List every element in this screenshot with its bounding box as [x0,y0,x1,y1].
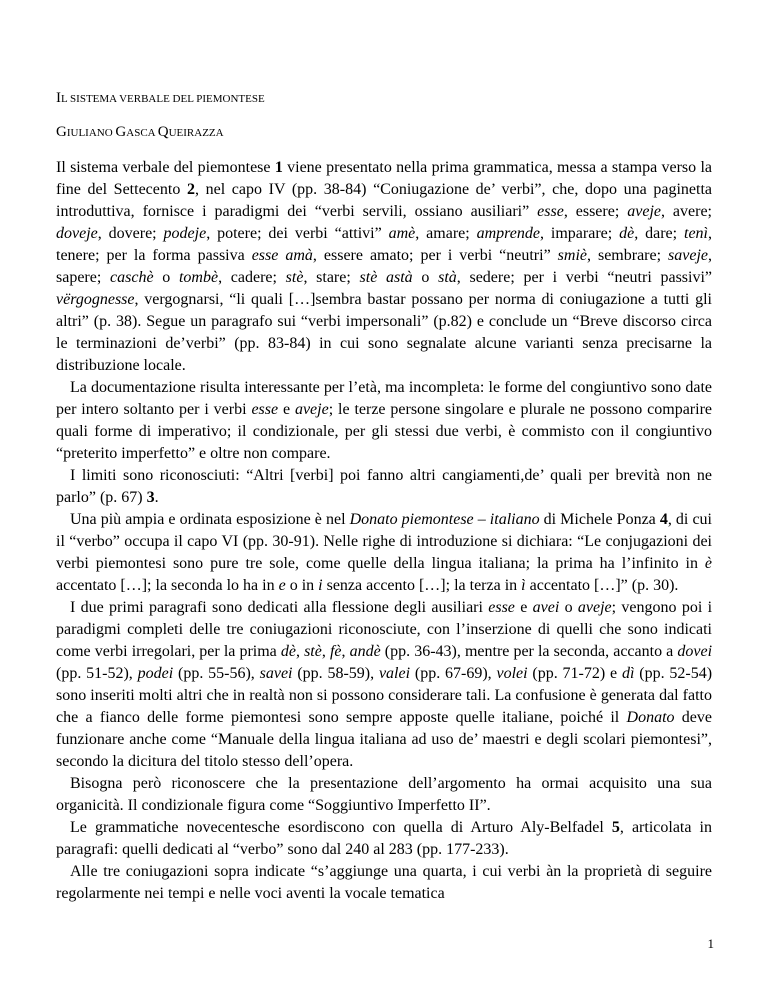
paragraph: Il sistema verbale del piemontese 1 viene presentato nella prima grammatica, messa a stampa verso la fine del Settecento 2, nel capo IV (pp. 38-84) “Coniugazione de’ verbi”, che, dopo una paginetta introduttiva, fornisce i paradigmi dei “verbi servili, ossiano ausiliari” esse, essere; aveje, avere; doveje, dovere; podeje, potere; dei verbi “attivi” amè, amare; amprende, imparare; dè, dare; tenì, tenere; per la forma passiva esse amà, essere amato; per i verbi “neutri” smiè, sembrare; saveje, sapere; caschè o tombè, cadere; stè, stare; stè astà o stà, sedere; per i verbi “neutri passivi” vërgognesse, vergognarsi, “li quali […]sembra bastar possano per norma di coniugazione a tutti gli altri” (p. 38). Segue un paragrafo sui “verbi impersonali” (p.82) e conclude un “Breve discorso circa le terminazioni de’verbi” (pp. 83-84) in cui sono segnalate alcune varianti senza precisarne la distribuzione locale. [56,159,713,374]
paragraph: I limiti sono riconosciuti: “Altri [verbi] poi fanno altri cangiamenti,de’ quali per brevità non ne parlo” (p. 67) 3. [56,467,712,506]
author-initial-3: Q [157,124,169,140]
footnote-ref[interactable]: 2 [186,181,195,198]
footnote-ref[interactable]: 1 [274,159,283,176]
author-part-3: UEIRAZZA [168,127,224,139]
footnote-ref[interactable]: 4 [659,511,668,528]
author-initial-1: G [56,124,67,140]
title-initial: I [56,90,61,106]
author-part-2: ASCA [126,127,158,139]
paragraph: Le grammatiche novecentesche esordiscono con quella di Arturo Aly-Belfadel 5, articolata in paragrafi: quelli dedicati al “verbo” sono dal 240 al 283 (pp. 177-233). [56,819,712,858]
paragraph: Alle tre coniugazioni sopra indicate “s’aggiunge una quarta, i cui verbi àn la proprietà di seguire regolarmente nei tempi e nelle voci aventi la vocale tematica [56,863,712,902]
footnote-ref[interactable]: 3 [146,489,155,506]
author-name [56,124,224,141]
paragraph: Bisogna però riconoscere che la presentazione dell’argomento ha ormai acquisito una sua organicità. Il condizionale figura come “Soggiuntivo Imperfetto II”. [56,775,712,814]
paragraph: Una più ampia e ordinata esposizione è nel Donato piemontese – italiano di Michele Ponza 4, di cui il “verbo” occupa il capo VI (pp. 30-91). Nelle righe di introduzione si dichiara: “Le conjugazioni dei verbi piemontesi sono pure tre sole, come quelle della lingua italiana; la prima ha l’infinito in è accentato […]; la seconda lo ha in e o in i senza accento […]; la terza in ì accentato […]” (p. 30). [56,511,712,594]
paragraph: La documentazione risulta interessante per l’età, ma incompleta: le forme del congiuntivo sono date per intero soltanto per i verbi esse e aveje; le terze persone singolare e plurale ne possono comparire quali forme di imperativo; il condizionale, per gli stessi due verbi, è commisto con il congiuntivo “preterito imperfetto” e oltre non compare. [56,379,713,462]
page-number: 1 [707,936,714,951]
article-title [56,90,265,107]
footnote-ref[interactable]: 5 [611,819,620,836]
author-initial-2: G [115,124,127,140]
title-rest: L SISTEMA VERBALE DEL PIEMONTESE [61,93,265,105]
body-text [56,157,712,905]
author-part-1: IULIANO [66,127,116,139]
paragraph: I due primi paragrafi sono dedicati alla flessione degli ausiliari esse e avei o aveje; vengono poi i paradigmi completi delle tre coniugazioni riconosciute, con l’inserzione di quelli che sono indicati come verbi irregolari, per la prima dè, stè, fè, andè (pp. 36-43), mentre per la seconda, accanto a dovei (pp. 51-52), podei (pp. 55-56), savei (pp. 58-59), valei (pp. 67-69), volei (pp. 71-72) e dì (pp. 52-54) sono inseriti molti altri che in realtà non si possono considerare tali. La confusione è generata dal fatto che a fianco delle forme piemontesi sono sempre apposte quelle italiane, poiché il Donato deve funzionare anche come “Manuale della lingua italiana ad uso de’ maestri e degli scolari piemontesi”, secondo la dicitura del titolo stesso dell’opera. [56,599,713,770]
